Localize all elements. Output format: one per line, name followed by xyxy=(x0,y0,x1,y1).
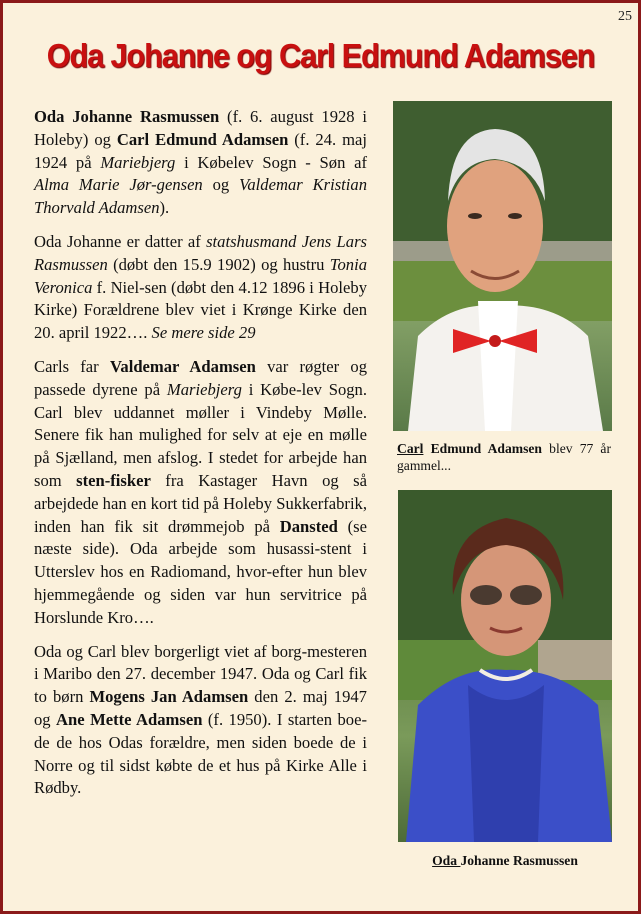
text: Oda og Carl blev borgerligt viet af borg-mesteren i Maribo den 27. december 1947. Oda og Carl fik to børn xyxy=(34,641,367,707)
text: i Købelev Sogn - Søn af xyxy=(175,152,367,172)
paragraph-parents xyxy=(34,231,367,345)
text: fra Kastager Havn og så arbejdede han en kort tid på Holeby Sukkerfabrik, inden han fik sit drømmejob på xyxy=(34,470,367,536)
page-title: Oda Johanne og Carl Edmund Adamsen xyxy=(46,37,595,74)
name-tonia: Tonia Veronica xyxy=(34,254,367,297)
text: i Købe-lev Sogn. Carl blev uddannet møller i Vindeby Mølle. Senere fik han mulighed for selv at eje en mølle på Sjælland, men afslog. I stedet for arbejde han som xyxy=(34,379,367,490)
page xyxy=(3,3,638,911)
caption-carl-text: blev 77 år gammel... xyxy=(397,441,611,473)
portrait-oda-image xyxy=(398,490,612,842)
portrait-carl-image xyxy=(393,101,612,431)
photo-carl xyxy=(393,101,612,431)
stenfisker: sten-fisker xyxy=(76,470,151,490)
text: (døbt den 15.9 1902) og hustru xyxy=(107,254,330,274)
caption-oda xyxy=(398,852,612,869)
text: og xyxy=(202,175,240,195)
article-column xyxy=(34,106,367,811)
caption-carl-name: Edmund Adamsen xyxy=(423,441,542,456)
text: (f. 1950). I starten boe-de de hos Odas forældre, men siden boede de i Norre og til sidst købte de et hus på Kirke Alle i Rødby. xyxy=(34,709,367,798)
name-valdemar: Valdemar Adamsen xyxy=(109,356,256,376)
caption-oda-name: Johanne Rasmussen xyxy=(460,853,578,868)
caption-carl-first: Carl xyxy=(397,441,424,456)
text: (f. 6. august 1928 i Holeby) og xyxy=(34,107,367,149)
page-number: 25 xyxy=(618,9,632,24)
name-jens: statshusmand Jens Lars Rasmussen xyxy=(34,231,367,274)
caption-carl xyxy=(397,440,611,474)
paragraph-intro xyxy=(34,106,367,220)
name-oda: Oda Johanne Rasmussen xyxy=(34,107,220,126)
text: (se næste side). Oda arbejde som husassi-stent i Utterslev hos en Radiomand, hvor-efter hun blev hjemmegående og siden var hun servitrice på Horslunde Kro…. xyxy=(34,516,368,627)
place: Mariebjerg xyxy=(166,379,242,399)
text: ). xyxy=(159,198,170,218)
paragraph-marriage xyxy=(34,641,367,801)
name-carl: Carl Edmund Adamsen xyxy=(116,129,289,149)
photo-oda xyxy=(398,490,612,842)
text: Carls far xyxy=(34,356,110,376)
name-mogens: Mogens Jan Adamsen xyxy=(89,687,249,707)
name-father: Valdemar Kristian Thorvald Adamsen xyxy=(34,175,367,218)
caption-oda-first: Oda xyxy=(432,853,461,868)
text: var røgter og passede dyrene på xyxy=(34,356,367,399)
text: Oda Johanne er datter af xyxy=(34,231,207,251)
dansted: Dansted xyxy=(279,516,338,536)
text: den 2. maj 1947 og xyxy=(34,687,367,729)
see-more-reference: Se mere side 29 xyxy=(151,323,256,343)
place: Mariebjerg xyxy=(100,152,176,172)
name-ane-mette: Ane Mette Adamsen xyxy=(56,709,203,729)
name-mother: Alma Marie Jør-gensen xyxy=(34,175,203,195)
text: (f. 24. maj 1924 på xyxy=(34,129,367,172)
paragraph-work xyxy=(34,356,367,630)
text: f. Niel-sen (døbt den 4.12 1896 i Holeby Kirke) Forældrene blev viet i Krønge Kirke den 20. april 1922…. xyxy=(34,277,367,343)
